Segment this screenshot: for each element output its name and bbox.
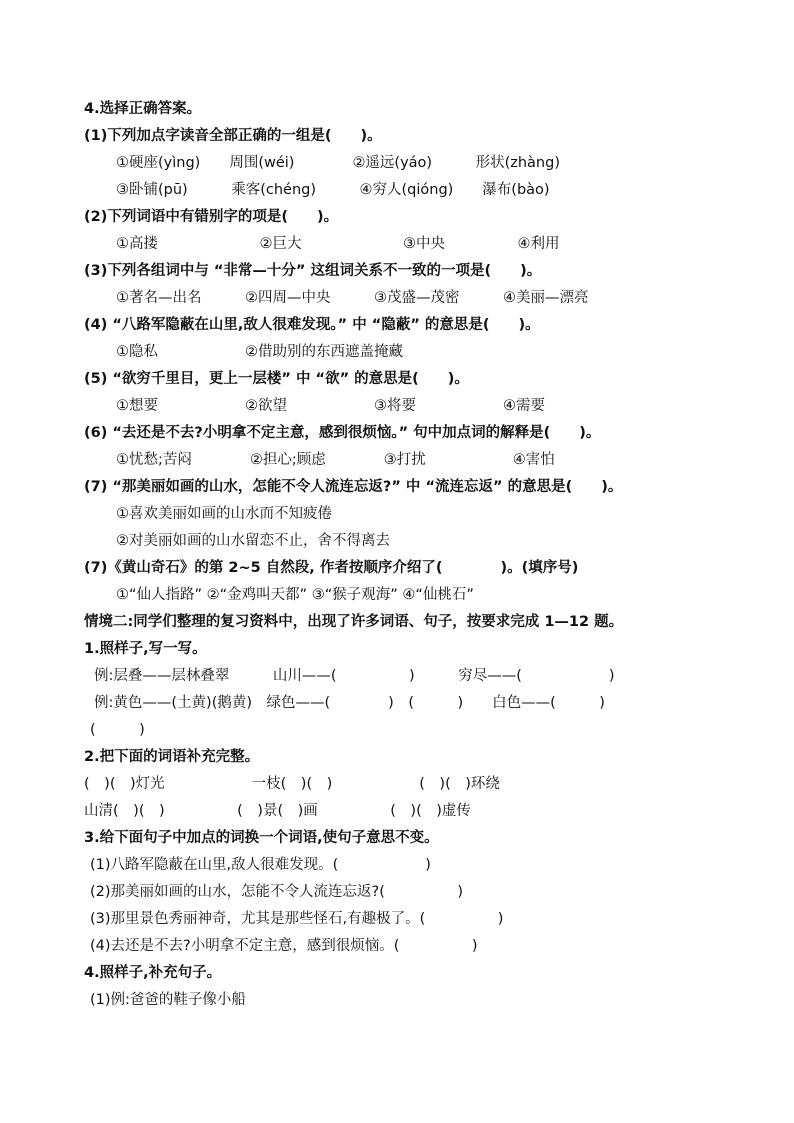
question-7a-stem: (7) “那美丽如画的山水，怎能不令人流连忘返?” 中 “流连忘返” 的意思是( )。 — [84, 479, 623, 495]
question-2-options: ①高搂 ②巨大 ③中央 ④利用 — [116, 236, 560, 252]
question-7a-option-2: ②对美丽如画的山水留恋不止，舍不得离去 — [116, 533, 390, 549]
question-7b-stem: (7)《黄山奇石》的第 2~5 自然段, 作者按顺序介绍了( )。(填序号) — [84, 560, 579, 576]
part-2-row-2: 山清( )( ) ( )景( )画 ( )( )虚传 — [84, 803, 471, 819]
part-4-sentence-1: (1)例:爸爸的鞋子像小船 — [90, 992, 246, 1008]
question-7b-options: ①“仙人指路” ②“金鸡叫天都” ③“猴子观海” ④“仙桃石” — [116, 587, 474, 603]
part-2-title: 2.把下面的词语补充完整。 — [84, 749, 260, 765]
part-1-title: 1.照样子,写一写。 — [84, 641, 207, 657]
question-2-stem: (2)下列词语中有错别字的项是( )。 — [84, 209, 339, 225]
question-3-stem: (3)下列各组词中与 “非常—十分” 这组词关系不一致的一项是( )。 — [84, 263, 542, 279]
section-title-choose-answer: 4.选择正确答案。 — [84, 101, 202, 117]
part-3-sentence-4: (4)去还是不去?小明拿不定主意，感到很烦恼。( ) — [90, 938, 478, 954]
question-6-stem: (6) “去还是不去?小明拿不定主意，感到很烦恼。” 句中加点词的解释是( )。 — [84, 425, 601, 441]
question-5-stem: (5) “欲穷千里目，更上一层楼” 中 “欲” 的意思是( )。 — [84, 371, 469, 387]
part-3-sentence-3: (3)那里景色秀丽神奇，尤其是那些怪石,有趣极了。( ) — [90, 911, 504, 927]
part-1-row-3: ( ) — [90, 722, 145, 738]
question-3-options: ①著名—出名 ②四周—中央 ③茂盛—茂密 ④美丽—漂亮 — [116, 290, 589, 306]
question-5-options: ①想要 ②欲望 ③将要 ④需要 — [116, 398, 545, 414]
question-4-options: ①隐私 ②借助别的东西遮盖掩藏 — [116, 344, 403, 360]
part-2-row-1: ( )( )灯光 一枝( )( ) ( )( )环绕 — [84, 776, 500, 792]
question-7a-option-1: ①喜欢美丽如画的山水而不知疲倦 — [116, 506, 332, 522]
question-4-stem: (4) “八路军隐蔽在山里,敌人很难发现。” 中 “隐蔽” 的意思是( )。 — [84, 317, 540, 333]
question-1-options-row-2: ③卧铺(pū) 乘客(chéng) ④穷人(qióng) 瀑布(bào) — [116, 182, 550, 198]
question-1-stem: (1)下列加点字读音全部正确的一组是( )。 — [84, 128, 382, 144]
part-1-row-2: 例:黄色——(土黄)(鹅黄) 绿色——( ) ( ) 白色——( ) — [94, 695, 605, 711]
question-6-options: ①忧愁;苦闷 ②担心;顾虑 ③打扰 ④害怕 — [116, 452, 555, 468]
part-4-title: 4.照样子,补充句子。 — [84, 965, 222, 981]
part-3-sentence-2: (2)那美丽如画的山水，怎能不令人流连忘返?( ) — [90, 884, 464, 900]
scenario-2-title: 情境二:同学们整理的复习资料中，出现了许多词语、句子，按要求完成 1—12 题。 — [84, 614, 624, 630]
question-1-options-row-1: ①硬座(yìng) 周围(wéi) ②遥远(yáo) 形状(zhàng) — [116, 155, 560, 171]
part-3-sentence-1: (1)八路军隐蔽在山里,敌人很难发现。( ) — [90, 857, 431, 873]
part-1-row-1: 例:层叠——层林叠翠 山川——( ) 穷尽——( ) — [94, 668, 615, 684]
part-3-title: 3.给下面句子中加点的词换一个词语,使句子意思不变。 — [84, 830, 439, 846]
